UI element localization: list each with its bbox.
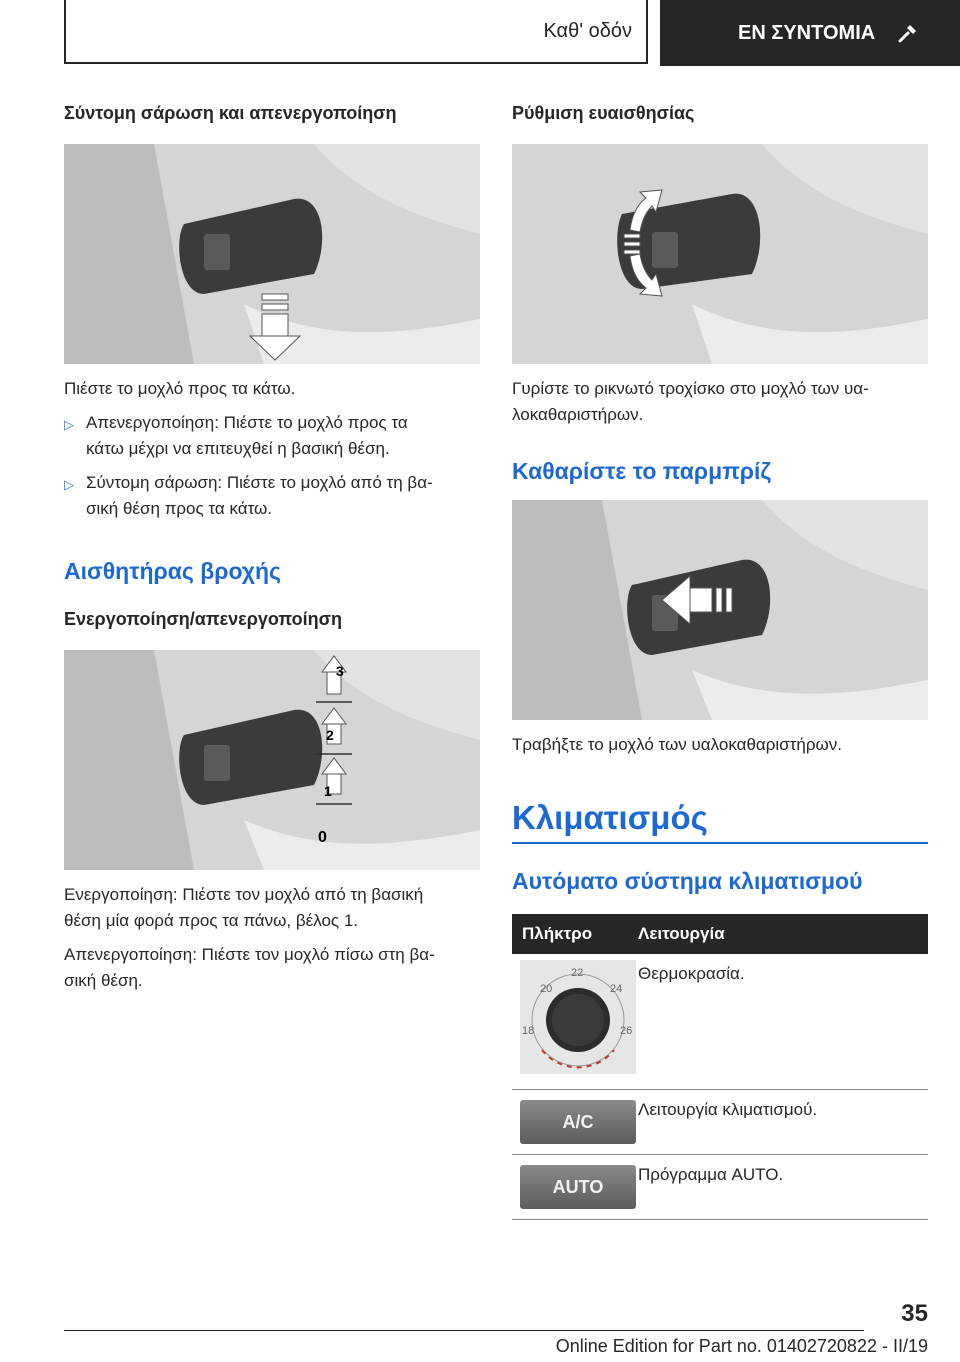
sensitivity-wheel-photo — [512, 144, 928, 364]
lever-down-photo — [64, 144, 480, 364]
section-title-sensitivity: Ρύθμιση ευαισθησίας — [512, 103, 695, 123]
paragraph-activate: Ενεργοποίηση: Πιέστε τον μοχλό από τη βασική θέση μία φορά προς τα πάνω, βέλος 1. — [64, 885, 424, 930]
right-column — [512, 100, 928, 1220]
step-label-2: 2 — [326, 727, 334, 743]
ac-button[interactable]: A/C — [520, 1100, 636, 1144]
heading-divider — [512, 842, 928, 844]
left-column — [64, 100, 480, 994]
function-air-conditioning: Λειτουργία κλιματισμού. — [638, 1100, 818, 1119]
heading-rain-sensor: Αισθητήρας βροχής — [64, 558, 281, 584]
triangle-bullet-icon: ▷ — [64, 417, 74, 432]
heading-climate-control: Κλιματισμός — [512, 799, 708, 836]
wrench-icon — [897, 22, 919, 44]
caption-pull-lever: Τραβήξτε το μοχλό των υαλοκαθαριστήρων. — [512, 735, 843, 754]
step-label-0: 0 — [318, 829, 327, 846]
svg-text:26: 26 — [620, 1025, 633, 1037]
tab-on-the-road-label: Καθ' οδόν — [543, 19, 632, 42]
section-title-short-wipe: Σύντομη σάρωση και απενεργοποίηση — [64, 103, 397, 123]
column-header-button: Πλήκτρο — [522, 924, 593, 943]
svg-text:24: 24 — [610, 983, 623, 995]
caption-press-down: Πιέστε το μοχλό προς τα κάτω. — [64, 379, 296, 398]
heading-clean-windshield: Καθαρίστε το παρμπρίζ — [512, 458, 772, 484]
subtitle-activation: Ενεργοποίηση/απενεργοποίηση — [64, 609, 342, 629]
caption-turn-wheel: Γυρίστε το ρικνωτό τροχίσκο στο μοχλό των υα- λοκαθαριστήρων. — [512, 379, 869, 424]
tab-in-brief-label: ΕΝ ΣΥΝΤΟΜΙΑ — [738, 21, 876, 44]
footer-edition: Online Edition for Part no. 01402720822 - II/19 — [555, 1336, 928, 1356]
auto-button[interactable]: AUTO — [520, 1165, 636, 1209]
triangle-bullet-icon: ▷ — [64, 477, 74, 492]
column-header-function: Λειτουργία — [638, 924, 725, 943]
footer-divider — [64, 1330, 864, 1331]
table-row — [512, 1155, 928, 1220]
list-item: ▷ Απενεργοποίηση: Πιέστε το μοχλό προς τα κάτω μέχρι να επιτευχθεί η βασική θέση. — [64, 410, 480, 462]
table-header — [512, 914, 928, 954]
list-item: ▷ Σύντομη σάρωση: Πιέστε το μοχλό από τη βα- σική θέση προς τα κάτω. — [64, 470, 480, 522]
svg-text:22: 22 — [571, 967, 584, 979]
step-label-1: 1 — [324, 783, 332, 799]
tab-on-the-road[interactable] — [64, 0, 648, 64]
function-temperature: Θερμοκρασία. — [638, 964, 745, 983]
temperature-dial-icon — [520, 960, 636, 1074]
rain-sensor-photo — [64, 650, 480, 870]
svg-text:20: 20 — [540, 983, 553, 995]
table-row — [512, 1090, 928, 1155]
function-auto-program: Πρόγραμμα AUTO. — [638, 1165, 784, 1184]
table-row — [512, 954, 928, 1090]
step-label-3: 3 — [336, 663, 344, 679]
heading-automatic-climate: Αυτόματο σύστημα κλιματισμού — [512, 868, 863, 894]
controls-table — [512, 914, 928, 1220]
pull-lever-photo — [512, 500, 928, 720]
paragraph-deactivate: Απενεργοποίηση: Πιέστε τον μοχλό πίσω στη βα- σική θέση. — [64, 945, 435, 990]
tab-in-brief[interactable] — [660, 0, 960, 66]
page-number: 35 — [901, 1300, 928, 1327]
svg-text:18: 18 — [522, 1025, 535, 1037]
